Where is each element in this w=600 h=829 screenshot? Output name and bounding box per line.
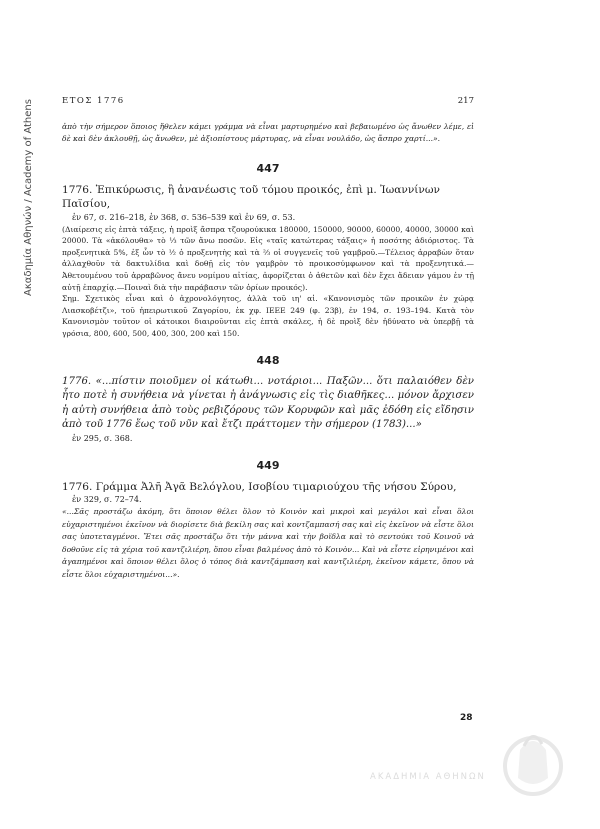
watermark-text: ΑΚΑΔΗΜΙΑ ΑΘΗΝΩΝ	[370, 772, 486, 782]
archive-credit	[23, 36, 35, 296]
entry-title: 1776. Γράμμα Ἀλῆ Ἀγᾶ Βελόγλου, Ισοβίου τιμαριούχου τῆς νήσου Σύρου,	[62, 480, 457, 493]
header-page-number: 217	[457, 96, 474, 106]
entry-number: 449	[256, 458, 280, 472]
entry-title: 1776. «...πίστιν ποιοῦμεν οἱ κάτωθι... νοτάριοι... Παξῶν... ὅτι παλαιόθεν δὲν ἦτο ποτὲ ἡ συνήθεια νὰ γίνεται ἡ ἀνάγνωσις εἰς τὶς διαθῆκες... μόνον ἄρχισεν ἡ αὐτὴ συνήθεια ἀπὸ τοὺς ρεβιζόρους τῶν Κορυφῶν καὶ μᾶς ἐδόθη εἰς εἴδησιν ἀπὸ τοῦ 1776 ἕως τοῦ νῦν καὶ ἔτζι πράττομεν τὴν σήμερον (1783)...»	[62, 375, 474, 431]
intro-text: ἀπὸ τὴν σήμερον ὅποιος ἤθελεν κάμει γράμμα νὰ εἶναι μαρτυρημένο καὶ βεβαιωμένο ὡς ἄνωθεν λέμε, εἰ δὲ καὶ δὲν ἀκλουθῇ, ὡς ἄνωθεν, μὲ ἀξιοπίστους μάρτυρας, νὰ εἶναι νουλάδο, ὡς ἄσπρο χαρτί...».	[62, 122, 474, 144]
entry-quote: «...Σᾶς προστάζω ἀκόμη, ὅτι ὅποιον θέλει ὅλον τὸ Κοινὸν καὶ μικροὶ καὶ μεγάλοι καὶ εἶναι ὅλοι εὐχαριστημένοι ἐκεῖνον νὰ διορίσετε διὰ βεκίλη σας καὶ κοντζαμπασή σας καὶ εἰς ἐκεῖνον νὰ εἶστε ὅλοι σας ὑποτεταγμένοι. Ἔτει σᾶς προστάζω ὅτι τὴν μάννα καὶ τὴν βοϊδλα καὶ τὸ σεντούκι τοῦ Κοινοῦ νὰ δοθοῦνε εἰς τὰ χέρια τοῦ καντζιλιέρη, ὅπου εἶναι βαλμένος ἀπὸ τὸ Κοινὸν... Καὶ νὰ εἶστε εἰρηνιμένοι καὶ ἀγαπημένοι καὶ ὅποιον θέλει ὅλος ὁ τόπος διὰ καντζάμπαση καὶ καντζιλιέρη, ἐκεῖνον κάμετε, ὅπου νὰ εἶστε ὅλοι εὐχαριστημένοι...».	[62, 507, 474, 579]
entry-reference: ἐν 329, σ. 72–74.	[72, 495, 142, 505]
academy-watermark	[370, 720, 570, 815]
athena-seal-icon	[502, 720, 564, 812]
entry-reference: ἐν 295, σ. 368.	[72, 433, 133, 443]
archive-credit-text: Ακαδημία Αθηνών / Academy of Athens	[23, 99, 34, 296]
entry-title: 1776. Ἐπικύρωσις, ἢ ἀνανέωσις τοῦ τόμου προικός, ἐπὶ μ. Ἰωαννίνων Παϊσίου,	[62, 183, 440, 211]
entry-number: 447	[256, 161, 280, 175]
entry-reference: ἐν 67, σ. 216–218, ἐν 368, σ. 536–539 καὶ ἐν 69, σ. 53.	[72, 212, 296, 222]
entry-number: 448	[256, 353, 280, 367]
page-footer-number: 28	[460, 713, 473, 723]
page-content	[62, 96, 474, 582]
running-header	[62, 96, 474, 112]
header-year: ΕΤΟΣ 1776	[62, 96, 125, 106]
entry-note: Σημ. Σχετικὸς εἶναι καὶ ὁ ἀχρονολόγητος, ἀλλὰ τοῦ ιη' αἰ. «Κανονισμὸς τῶν προικῶν ἐν χώρᾳ Λιασκοβέτζι», τοῦ ἠπειρωτικοῦ Ζαγορίου, ἐκ χφ. ΙΕΕΕ 249 (φ. 23β), ἐν 194, σ. 193–194. Κατὰ τὸν Κανονισμὸν τοῦτον οἱ κάτοικοι διαιροῦνται εἰς ἑπτὰ σκάλες, ἡ δὲ προὶξ δὲν ἠδύνατο νὰ ὑπερβῇ τὰ γρόσια, 800, 600, 500, 400, 300, 200 καὶ 150.	[62, 294, 474, 338]
entry-body: (Διαίρεσις εἰς ἑπτὰ τάξεις, ἡ προὶξ ἄσπρα τζουρούκικα 180000, 150000, 90000, 60000, 40000, 30000 καὶ 20000. Τὰ «ἀκόλουθα» τὸ ⅓ τῶν ἄνω ποσῶν. Εἰς «ταῖς κατώτερας τάξαις» ἡ ποσότης ἀδιόριστος. Τὰ προξενητικὰ 5%, ἐξ ὧν τὸ ½ ὁ προξενητὴς καὶ τὰ ⅔ οἱ συγγενεῖς τοῦ γαμβροῦ.—Τέλειος ἀρραβὼν ὅταν ἀλλαχθοῦν τὰ δακτυλίδια καὶ δοθῇ εἰς τὸν γαμβρὸν τὸ προικοσύμφωνον καὶ τὰ προξενητικά.— Ἀθετουμένου τοῦ ἀρραβῶνος ἄνευ νομίμου αἰτίας, ἀφορίζεται ὁ ἀθετῶν καὶ δὲν ἔχει ἄδειαν γάμου ἐν τῇ αὐτῇ ἐπαρχίᾳ.—Ποιναὶ διὰ τὴν παράβασιν τῶν ὁρίων προικός).	[62, 224, 474, 292]
